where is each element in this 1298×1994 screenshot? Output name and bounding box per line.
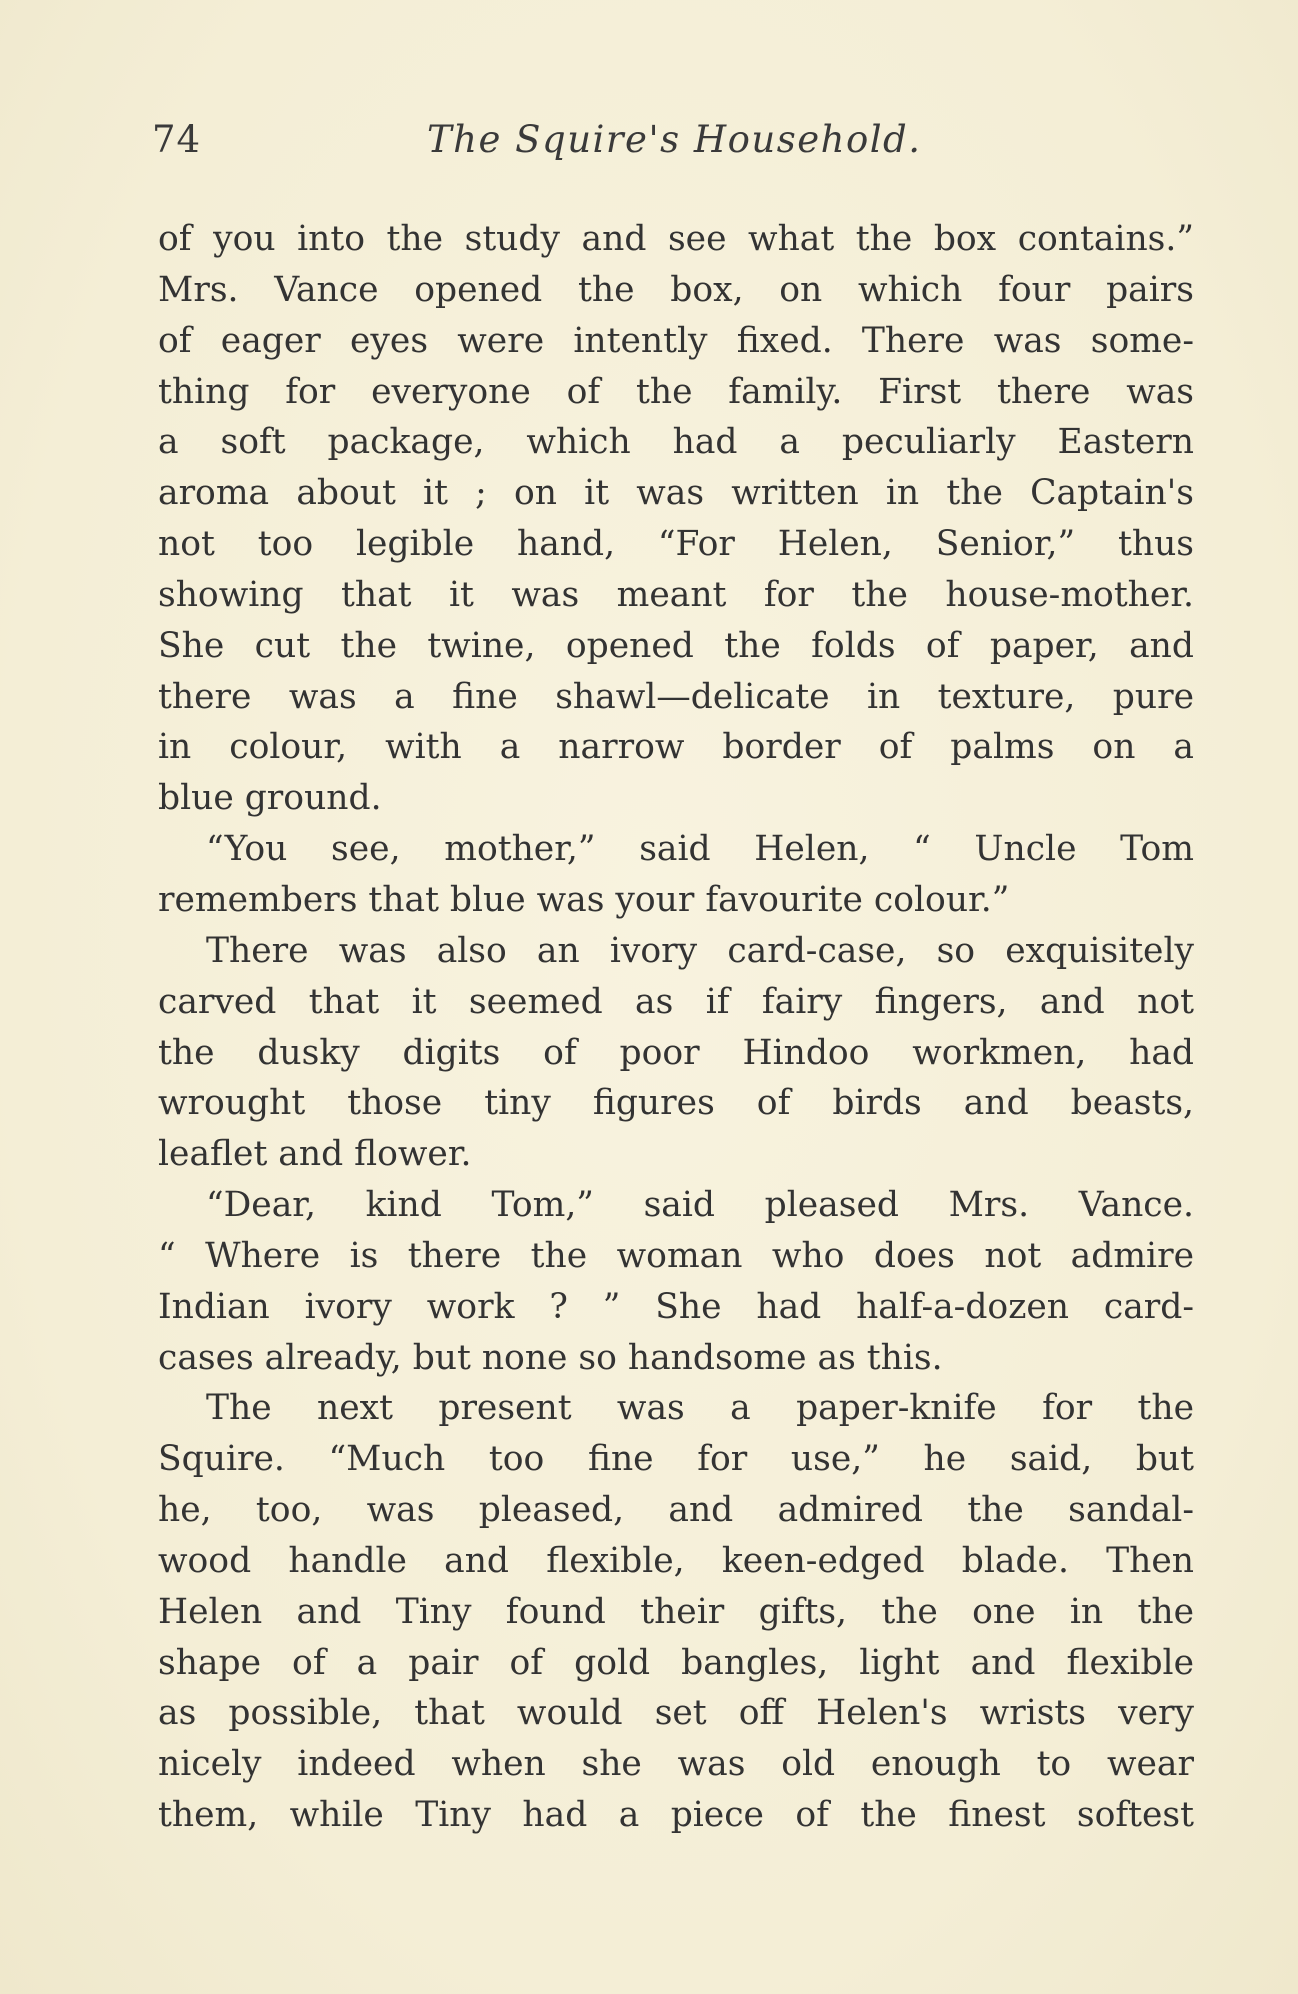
text-line: “You see, mother,” said Helen, “ Uncle Tom <box>206 829 1194 870</box>
text-line: as possible, that would set off Helen's wrists very <box>158 1693 1194 1734</box>
text-line: he, too, was pleased, and admired the sandal- <box>158 1490 1194 1531</box>
text-line: wood handle and flexible, keen-edged blade. Then <box>158 1540 1194 1581</box>
text-line: aroma about it ; on it was written in the Captain's <box>158 473 1194 514</box>
text-line: “Dear, kind Tom,” said pleased Mrs. Vance. <box>206 1185 1194 1226</box>
text-line: There was also an ivory card-case, so exquisitely <box>206 930 1194 971</box>
text-line: Squire. “Much too fine for use,” he said, but <box>158 1439 1194 1480</box>
text-line: nicely indeed when she was old enough to wear <box>158 1744 1194 1785</box>
text-line: shape of a pair of gold bangles, light and flexible <box>158 1642 1194 1683</box>
text-line: carved that it seemed as if fairy fingers, and not <box>158 981 1194 1022</box>
text-line: in colour, with a narrow border of palms on a <box>158 727 1194 768</box>
text-line: thing for everyone of the family. First there was <box>158 371 1194 412</box>
text-line: Helen and Tiny found their gifts, the one in the <box>158 1591 1194 1632</box>
page-header <box>152 118 1192 178</box>
text-line: remembers that blue was your favourite colour.” <box>158 879 1010 920</box>
text-line: “ Where is there the woman who does not admire <box>158 1235 1194 1276</box>
text-line: of you into the study and see what the box contains.” <box>158 219 1194 259</box>
text-line: Mrs. Vance opened the box, on which four pairs <box>158 269 1194 310</box>
text-line: cases already, but none so handsome as this. <box>158 1337 943 1378</box>
text-line: them, while Tiny had a piece of the finest softest <box>158 1795 1194 1836</box>
text-line: of eager eyes were intently fixed. There was some- <box>158 320 1194 361</box>
text-line: The next present was a paper-knife for the <box>206 1388 1194 1429</box>
text-line: blue ground. <box>158 778 382 819</box>
text-line: Indian ivory work ? ” She had half-a-dozen card- <box>158 1286 1194 1327</box>
body-text <box>158 214 1194 1841</box>
running-title: The Squire's Household. <box>427 118 922 161</box>
text-line: a soft package, which had a peculiarly Eastern <box>158 422 1194 463</box>
text-line: She cut the twine, opened the folds of paper, and <box>158 625 1194 666</box>
text-line: leaflet and flower. <box>158 1134 472 1175</box>
text-line: not too legible hand, “For Helen, Senior,” thus <box>158 524 1194 565</box>
text-line: wrought those tiny figures of birds and beasts, <box>158 1083 1194 1124</box>
text-line: there was a fine shawl—delicate in texture, pure <box>158 676 1194 717</box>
text-line: the dusky digits of poor Hindoo workmen, had <box>158 1032 1194 1073</box>
text-line: showing that it was meant for the house-mother. <box>158 574 1194 615</box>
page-number: 74 <box>152 118 202 161</box>
